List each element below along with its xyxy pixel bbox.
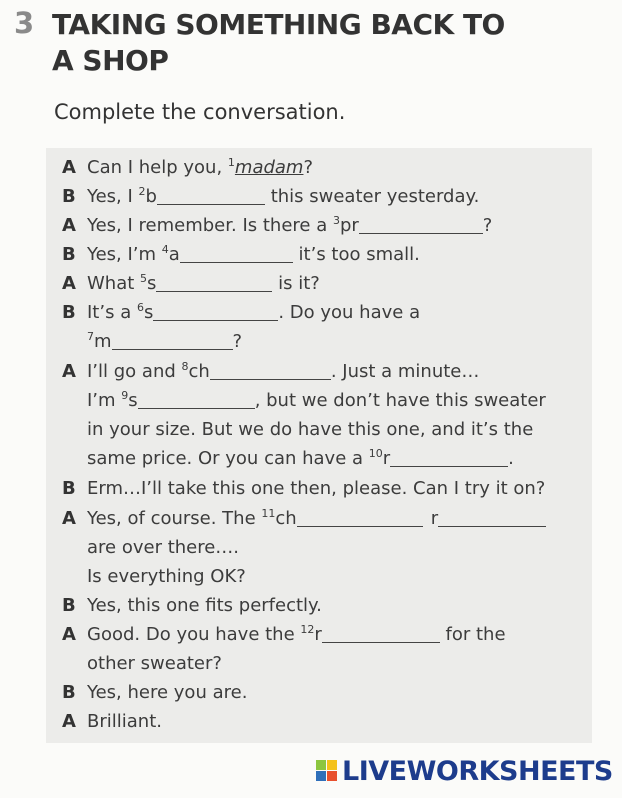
answer-blank-7[interactable] <box>112 331 233 350</box>
dialogue-line-16: Yes, this one fits perfectly. <box>87 595 322 616</box>
dialogue-line-17: Good. Do you have the $^{12}$r for the <box>87 623 506 645</box>
answer-blank-2[interactable] <box>157 186 265 205</box>
dialogue-line-4: Yes, I’m $^4$a it’s too small. <box>87 243 420 265</box>
answer-blank-8[interactable] <box>210 361 331 380</box>
speaker-label: B <box>62 244 76 265</box>
dialogue-line-1: Can I help you, $^1$madam? <box>87 156 314 178</box>
exercise-instruction: Complete the conversation. <box>54 100 346 124</box>
speaker-label: A <box>62 361 76 382</box>
dialogue-line-18: other sweater? <box>87 653 222 674</box>
speaker-label: A <box>62 215 76 236</box>
dialogue-line-13: Yes, of course. The $^{11}$ch r <box>87 508 546 529</box>
dialogue-line-3: Yes, I remember. Is there a $^3$pr ? <box>87 214 493 236</box>
answer-blank-4[interactable] <box>180 244 293 263</box>
speaker-label: B <box>62 682 76 703</box>
exercise-title-line1: TAKING SOMETHING BACK TO <box>52 8 505 41</box>
speaker-label: B <box>62 186 76 207</box>
answer-blank-10[interactable] <box>390 448 508 467</box>
answer-blank-5[interactable] <box>156 273 272 292</box>
dialogue-line-10: in your size. But we do have this one, and it’s the <box>87 419 534 440</box>
speaker-label: A <box>62 624 76 645</box>
speaker-label: A <box>62 157 76 178</box>
answer-blank-11b[interactable] <box>438 508 546 527</box>
dialogue-line-11: same price. Or you can have a $^{10}$r . <box>87 447 514 469</box>
exercise-title-line2: A SHOP <box>52 44 169 77</box>
speaker-label: B <box>62 478 76 499</box>
dialogue-line-8: I’ll go and $^8$ch . Just a minute… <box>87 360 480 382</box>
liveworksheets-brand <box>316 754 613 788</box>
dialogue-line-19: Yes, here you are. <box>87 682 248 703</box>
dialogue-line-2: Yes, I $^2$b this sweater yesterday. <box>87 185 480 207</box>
dialogue-line-5: What $^5$s is it? <box>87 272 320 294</box>
answer-blank-9[interactable] <box>138 390 255 409</box>
answer-blank-6[interactable] <box>153 302 278 321</box>
dialogue-line-9: I’m $^9$s , but we don’t have this sweater <box>87 389 546 411</box>
exercise-number: 3 <box>14 6 35 40</box>
dialogue-line-20: Brilliant. <box>87 711 162 732</box>
dialogue-line-6: It’s a $^6$s . Do you have a <box>87 301 421 323</box>
answer-blank-11a[interactable] <box>297 508 423 527</box>
liveworksheets-logo-icon <box>316 760 338 782</box>
dialogue-line-12: Erm…I’ll take this one then, please. Can I try it on? <box>87 478 546 499</box>
example-answer: madam <box>234 157 304 178</box>
speaker-label: B <box>62 595 76 616</box>
speaker-label: A <box>62 711 76 732</box>
dialogue-line-7: $^7$m ? <box>87 330 243 352</box>
answer-blank-12[interactable] <box>322 624 440 643</box>
speaker-label: B <box>62 302 76 323</box>
dialogue-line-14: are over there…. <box>87 537 240 558</box>
answer-blank-3[interactable] <box>359 215 483 234</box>
dialogue-line-15: Is everything OK? <box>87 566 246 587</box>
brand-name: LIVEWORKSHEETS <box>342 755 613 787</box>
speaker-label: A <box>62 273 76 294</box>
speaker-label: A <box>62 508 76 529</box>
